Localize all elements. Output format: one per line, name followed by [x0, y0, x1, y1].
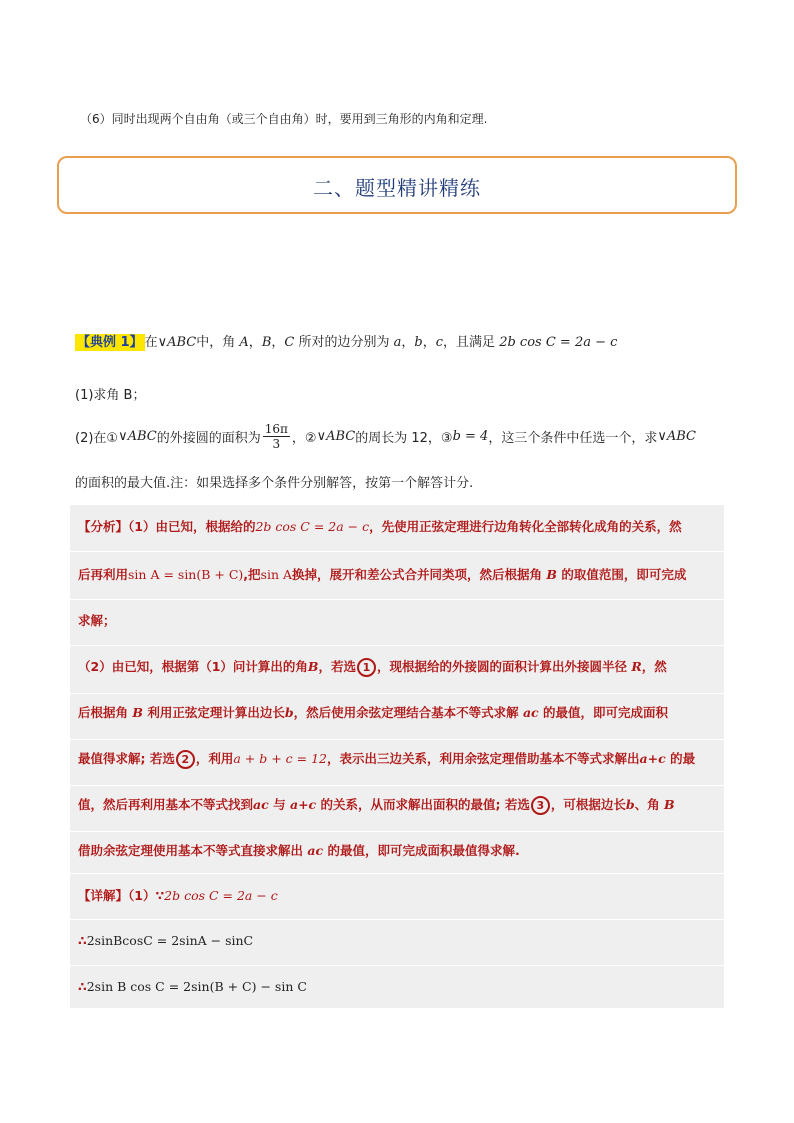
- text: 与: [273, 797, 286, 812]
- text: 的关系，从而求解出面积的最值; 若选: [320, 797, 530, 812]
- text: 利用正弦定理计算出边长: [147, 705, 285, 720]
- section-banner: [57, 156, 737, 214]
- analysis-line-7: [78, 795, 675, 815]
- angle-b: B: [132, 705, 143, 720]
- text: 求解；: [78, 613, 116, 628]
- text: （2）由已知，根据第（1）问计算出的角: [78, 659, 308, 674]
- text: ∴: [78, 979, 87, 994]
- question-2-continued: 的面积的最大值.注：如果选择多个条件分别解答，按第一个解答计分.: [75, 476, 474, 491]
- radius-r: R: [631, 659, 642, 674]
- section-title: 二、题型精讲精练: [313, 176, 481, 200]
- analysis-line-3: [78, 611, 116, 629]
- fraction-numerator: 16π: [264, 422, 288, 436]
- divider: [70, 873, 724, 874]
- divider: [70, 551, 724, 552]
- solution-panel: [70, 505, 724, 1008]
- angle-a: A: [239, 335, 249, 350]
- text: ，这三个条件中任选一个，求: [488, 431, 658, 446]
- side-c: c: [435, 335, 444, 350]
- circled-1-icon: 1: [357, 658, 376, 677]
- formula: 2sin B cos C = 2sin(B + C) − sin C: [86, 979, 307, 994]
- text: 最值得求解; 若选: [78, 751, 175, 766]
- formula: sin A: [260, 567, 293, 582]
- text: ，利用: [195, 751, 234, 766]
- text: ，②: [291, 431, 317, 446]
- text: ，可根据边长: [550, 797, 626, 812]
- detail-line-3: [78, 979, 307, 994]
- text: ，然后使用余弦定理结合基本不等式求解: [293, 705, 519, 720]
- example-tag: 【典例 1】: [77, 335, 143, 350]
- circled-3-icon: 3: [531, 796, 550, 815]
- analysis-line-8: [78, 841, 520, 859]
- angle-b: B: [546, 567, 557, 582]
- angle-c: C: [284, 335, 295, 350]
- side-b: b: [625, 797, 635, 812]
- formula: 2b cos C = 2a − c: [255, 519, 370, 534]
- circled-2-icon: 2: [176, 750, 195, 769]
- fraction-denominator: 3: [272, 437, 281, 451]
- ac: ac: [307, 843, 324, 858]
- triangle-abc: ∨ABC: [157, 335, 197, 350]
- ac: ac: [253, 797, 269, 812]
- text: (2)在①: [75, 431, 119, 446]
- text: 的周长为 12，③: [355, 431, 453, 446]
- text: 【详解】（1）∵: [78, 888, 165, 903]
- text: ，表示出三边关系，利用余弦定理借助基本不等式求解出: [327, 751, 640, 766]
- text: 、角: [634, 797, 660, 812]
- text: 在: [144, 335, 158, 350]
- text: 后根据角: [78, 705, 129, 720]
- triangle-abc: ∨ABC: [118, 429, 157, 444]
- question-2: [75, 422, 696, 451]
- text: 借助余弦定理使用基本不等式直接求解出: [78, 843, 304, 858]
- detail-line-1: [78, 886, 278, 904]
- b-equals-4: b = 4: [452, 429, 489, 444]
- divider: [70, 785, 724, 786]
- a-plus-c: a+c: [289, 797, 317, 812]
- side-a: a: [393, 335, 402, 350]
- condition-formula: 2b cos C = 2a − c: [499, 335, 618, 350]
- text: 【分析】（1）由已知，根据给的: [78, 519, 256, 534]
- text: ，且满足: [443, 335, 496, 350]
- text: 换掉，展开和差公式合并同类项，然后根据角: [292, 567, 543, 582]
- triangle-abc: ∨ABC: [316, 429, 356, 444]
- text: 的最: [670, 751, 696, 766]
- ac: ac: [522, 705, 539, 720]
- triangle-abc: ∨ABC: [657, 429, 696, 444]
- formula: a + b + c = 12: [233, 751, 327, 766]
- side-b: b: [414, 335, 423, 350]
- text: 的取值范围，即可完成: [561, 567, 687, 582]
- analysis-line-1: [78, 517, 682, 535]
- text: 中，角: [196, 335, 236, 350]
- text: 所对的边分别为: [298, 335, 390, 350]
- text: ，先使用正弦定理进行边角转化全部转化成角的关系，然: [369, 519, 682, 534]
- fraction-16pi-3: [263, 422, 290, 451]
- angle-b: B: [664, 797, 675, 812]
- divider: [70, 739, 724, 740]
- divider: [70, 919, 724, 920]
- text: ，若选: [318, 659, 356, 674]
- angle-b: B: [261, 335, 272, 350]
- text: 的最值，即可完成面积最值得求解.: [327, 843, 520, 858]
- analysis-line-6: [78, 749, 695, 769]
- text: 的最值，即可完成面积: [543, 705, 669, 720]
- formula: 2b cos C = 2a − c: [164, 888, 278, 903]
- text: ，然: [641, 659, 667, 674]
- side-b: b: [284, 705, 294, 720]
- text: 值，然后再利用基本不等式找到: [78, 797, 254, 812]
- text: ，现根据给的外接圆的面积计算出外接圆半径: [377, 659, 628, 674]
- question-1: (1)求角 B；: [75, 388, 146, 403]
- detail-line-2: [78, 933, 253, 948]
- text: ∴: [78, 933, 87, 948]
- formula: 2sinBcosC = 2sinA − sinC: [86, 933, 254, 948]
- divider: [70, 965, 724, 966]
- method-note-6: （6）同时出现两个自由角（或三个自由角）时，要用到三角形的内角和定理.: [80, 112, 488, 126]
- text: 后再利用: [78, 567, 129, 582]
- divider: [70, 693, 724, 694]
- text: 的外接圆的面积为: [156, 431, 261, 446]
- analysis-line-5: [78, 703, 668, 721]
- text: ,把: [243, 567, 261, 582]
- divider: [70, 645, 724, 646]
- angle-b: B: [307, 659, 319, 674]
- divider: [70, 599, 724, 600]
- example-statement: 【典例 1】 在∨ABC中，角 A，B，C 所对的边分别为 a，b，c，且满足 2b cos C = 2a − c: [77, 335, 618, 350]
- analysis-line-2: [78, 565, 686, 583]
- a-plus-c: a+c: [639, 751, 666, 766]
- formula: sin A = sin(B + C): [128, 567, 244, 582]
- divider: [70, 831, 724, 832]
- analysis-line-4: [78, 657, 667, 677]
